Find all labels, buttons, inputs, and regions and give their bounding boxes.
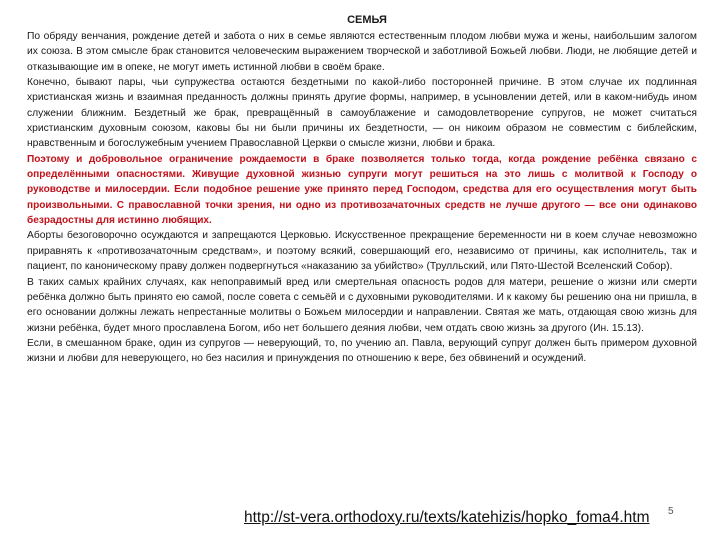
paragraph-5: В таких самых крайних случаях, как непоправимый вред или смертельная опасность родов для матери, решение о жизни или смерти ребёнка должно быть принято ею самой, после совета с семьёй и с духовными руководителями. И к какому бы решению она ни пришла, в его основании должны лежать непрестанные молитвы о Божьем милосердии и направлении. Святая же мать, отдающая свою жизнь для жизни ребёнка, будет много прославлена Богом, ибо нет большего деяния любви, чем отдать свою жизнь за другого (Ин. 15.13).: [27, 276, 697, 334]
paragraph-2: Конечно, бывают пары, чьи супружества остаются бездетными по какой-либо посторонней причине. В этом случае их подлинная христианская жизнь и взаимная преданность должны принять другие формы, например, в усыновлении детей, или в каком-нибудь ином служении ближним. Бездетный же брак, превращённый в самоублажение и самодовлетворение супругов, не может считаться христианским духовным союзом, каковы бы ни были причины их бездетности, — он никоим образом не совместим с библейским, нравственным и богослужебным учением Православной Церкви о смысле жизни, любви и брака.: [27, 77, 697, 150]
paragraph-6: Если, в смешанном браке, один из супругов — неверующий, то, по учению ап. Павла, верующий супруг должен быть примером духовной жизни и любви для неверующего, но без насилия и принуждения по отношению к вере, без обвинений и осуждений.: [27, 337, 697, 365]
paragraph-4: Аборты безоговорочно осуждаются и запрещаются Церковью. Искусственное прекращение беременности ни в коем случае невозможно приравнять к «противозачаточным средствам», и поэтому всякий, совершающий его, независимо от причины, как исполнитель, так и пациент, по каноническому праву должен подвергнуться «наказанию за убийство» (Трулльский, или Пято-Шестой Вселенский Собор).: [27, 230, 697, 273]
paragraph-1: По обряду венчания, рождение детей и забота о них в семье являются естественным плодом любви мужа и жены, наибольшим залогом их союза. В этом смысле брак становится человеческим выражением творческой и заботливой Божьей любви. Люди, не любящие детей и отказывающие им в опеке, не могут иметь истинной любви в своём браке.: [27, 31, 697, 73]
document-page: [27, 13, 697, 367]
page-number: 5: [668, 506, 674, 517]
document-title: СЕМЬЯ: [347, 14, 387, 26]
paragraph-3-highlighted: Поэтому и добровольное ограничение рождаемости в браке позволяется только тогда, когда рождение ребёнка связано с определёнными опасностями. Живущие духовной жизнью супруги могут решиться на это лишь с молитвой к Господу о руководстве и милосердии. Если подобное решение уже принято перед Господом, средства для его осуществления могут быть произвольными. С православной точки зрения, ни одно из противозачаточных средств не лучше другого — все они одинаково безрадостны для истинно любящих.: [27, 153, 697, 227]
source-link[interactable]: http://st-vera.orthodoxy.ru/texts/katehizis/hopko_foma4.htm: [244, 509, 650, 526]
